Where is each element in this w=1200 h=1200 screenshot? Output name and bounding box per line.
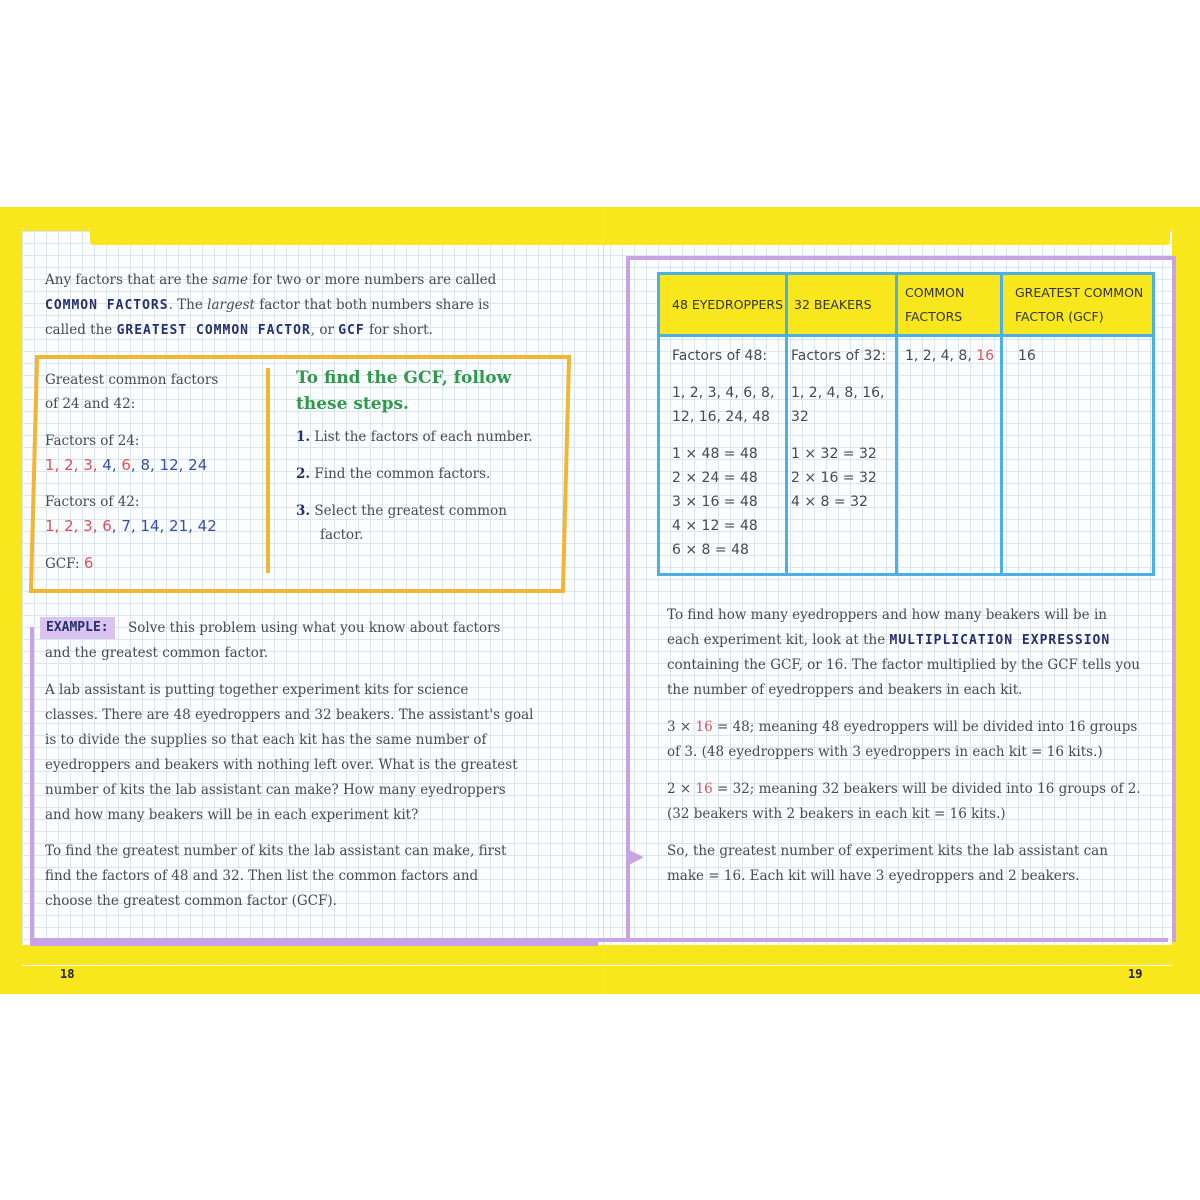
factor-number: 6	[102, 517, 112, 535]
table-cell-line: 1, 2, 3, 4, 6, 8,	[672, 385, 775, 401]
term-gcf: GREATEST COMMON FACTOR	[116, 323, 311, 338]
step-1: 1. List the factors of each number.	[296, 429, 533, 445]
table-divider-3	[1000, 275, 1003, 573]
steps-title-2: these steps.	[296, 394, 409, 414]
factor-number: , 8, 12, 24	[130, 456, 208, 474]
gcf-value: 6	[83, 554, 94, 572]
table-cell-line: Factors of 32:	[791, 348, 887, 364]
equation-1: 3 × 16 = 48; meaning 48 eyedroppers will be divided into 16 groups of 3. (48 eyedroppers with 3 eyedroppers in each kit = 16 kits.)	[667, 719, 1138, 760]
text-line: is to divide the supplies so that each kit has the same number of	[45, 732, 487, 748]
conclusion: So, the greatest number of experiment kits the lab assistant can make = 16. Each kit will have 3 eyedroppers and 2 beakers.	[667, 843, 1108, 884]
header-common-factors: COMMON FACTORS	[905, 285, 965, 324]
table-cell-line: 6 × 8 = 48	[672, 542, 749, 558]
table-cell-line: 4 × 8 = 32	[791, 494, 868, 510]
table-cell-line: 2 × 16 = 32	[791, 470, 877, 486]
example-problem	[45, 678, 585, 828]
text-line: number of kits the lab assistant can make? How many eyedroppers	[45, 782, 506, 798]
factors-table	[657, 272, 1155, 576]
yellow-border-left	[0, 207, 22, 994]
header-beakers: 32 BEAKERS	[794, 297, 872, 312]
col-eyedroppers	[672, 344, 787, 562]
table-cell-line: 1 × 48 = 48	[672, 446, 758, 462]
factors-24-label: Factors of 24:	[45, 433, 140, 449]
factor-number: 1, 2, 3,	[45, 517, 103, 535]
table-cell-line: Factors of 48:	[672, 348, 768, 364]
col-beakers	[791, 344, 896, 514]
gcf-example-heading-1: Greatest common factors	[45, 372, 219, 388]
example-solve	[45, 839, 585, 914]
factor-number: 1,	[45, 456, 65, 474]
factors-42-label: Factors of 42:	[45, 494, 140, 510]
equation-2: 2 × 16 = 32; meaning 32 beakers will be divided into 16 groups of 2. (32 beakers with 2 beakers in each kit = 16 kits.)	[667, 781, 1141, 822]
text-line: A lab assistant is putting together experiment kits for science	[45, 682, 469, 698]
factor-number: 3,	[83, 456, 103, 474]
yellow-highlight-top	[90, 219, 1170, 245]
yellow-highlight-bottom	[22, 945, 1172, 965]
gcf-box-divider	[266, 368, 270, 573]
gcf-steps	[296, 365, 546, 547]
example-intro-1: Solve this problem using what you know about factors	[128, 620, 501, 636]
gcf-result: GCF: 6	[45, 554, 94, 572]
col-common: 1, 2, 4, 8, 16	[905, 348, 995, 364]
factor-number: 4,	[102, 456, 122, 474]
table-cell-line: 1 × 32 = 32	[791, 446, 877, 462]
factor-number: 2,	[64, 456, 84, 474]
text-line: eyedroppers and beakers with nothing left over. What is the greatest	[45, 757, 518, 773]
text-line: and how many beakers will be in each experiment kit?	[45, 807, 419, 823]
factor-number: 6	[121, 456, 131, 474]
term-multiplication-expression: MULTIPLICATION EXPRESSION	[889, 633, 1111, 648]
steps-title-1: To find the GCF, follow	[296, 368, 512, 388]
gcf-example-heading-2: of 24 and 42:	[45, 396, 136, 412]
explanation: To find how many eyedroppers and how many beakers will be in each experiment kit, look at the MULTIPLICATION EXPRESSION containing the GCF, or 16. The factor multiplied by the GCF tells you the number of eyedroppers and beakers in each kit.	[667, 607, 1140, 698]
table-cell-line: 4 × 12 = 48	[672, 518, 758, 534]
text-line: find the factors of 48 and 32. Then list the common factors and	[45, 868, 479, 884]
step-2: 2. Find the common factors.	[296, 466, 491, 482]
gcf-example-left	[45, 368, 260, 576]
example-tag: EXAMPLE:	[40, 617, 115, 639]
arrow-icon: ▶	[630, 846, 644, 867]
table-cell-line: 12, 16, 24, 48	[672, 409, 770, 425]
table-cell-line: 2 × 24 = 48	[672, 470, 758, 486]
header-eyedroppers: 48 EYEDROPPERS	[672, 297, 784, 312]
page-gutter	[603, 207, 604, 994]
step-3: 3. Select the greatest common factor.	[296, 503, 507, 543]
table-cell-line: 1, 2, 4, 8, 16,	[791, 385, 885, 401]
text-line: To find the greatest number of kits the lab assistant can make, first	[45, 843, 507, 859]
table-cell-line: 3 × 16 = 48	[672, 494, 758, 510]
page-number-right: 19	[1128, 967, 1143, 981]
header-gcf: GREATEST COMMON FACTOR (GCF)	[1015, 285, 1144, 324]
col-gcf: 16	[1018, 348, 1036, 364]
page-number-left: 18	[60, 967, 75, 981]
factor-number: , 7, 14, 21, 42	[111, 517, 217, 535]
yellow-border-right	[1172, 207, 1200, 994]
factors-24-list	[45, 453, 260, 477]
intro-paragraph: Any factors that are the same for two or more numbers are called COMMON FACTORS. The largest factor that both numbers share is called the GREATEST COMMON FACTOR, or GCF for short.	[45, 272, 497, 338]
text-line: choose the greatest common factor (GCF).	[45, 893, 337, 909]
table-cell-line: 32	[791, 409, 809, 425]
text-line: classes. There are 48 eyedroppers and 32 beakers. The assistant's goal	[45, 707, 534, 723]
term-gcf-short: GCF	[338, 323, 365, 338]
factors-42-list	[45, 514, 260, 538]
example-intro-2: and the greatest common factor.	[45, 645, 269, 661]
term-common-factors: COMMON FACTORS	[45, 298, 169, 313]
